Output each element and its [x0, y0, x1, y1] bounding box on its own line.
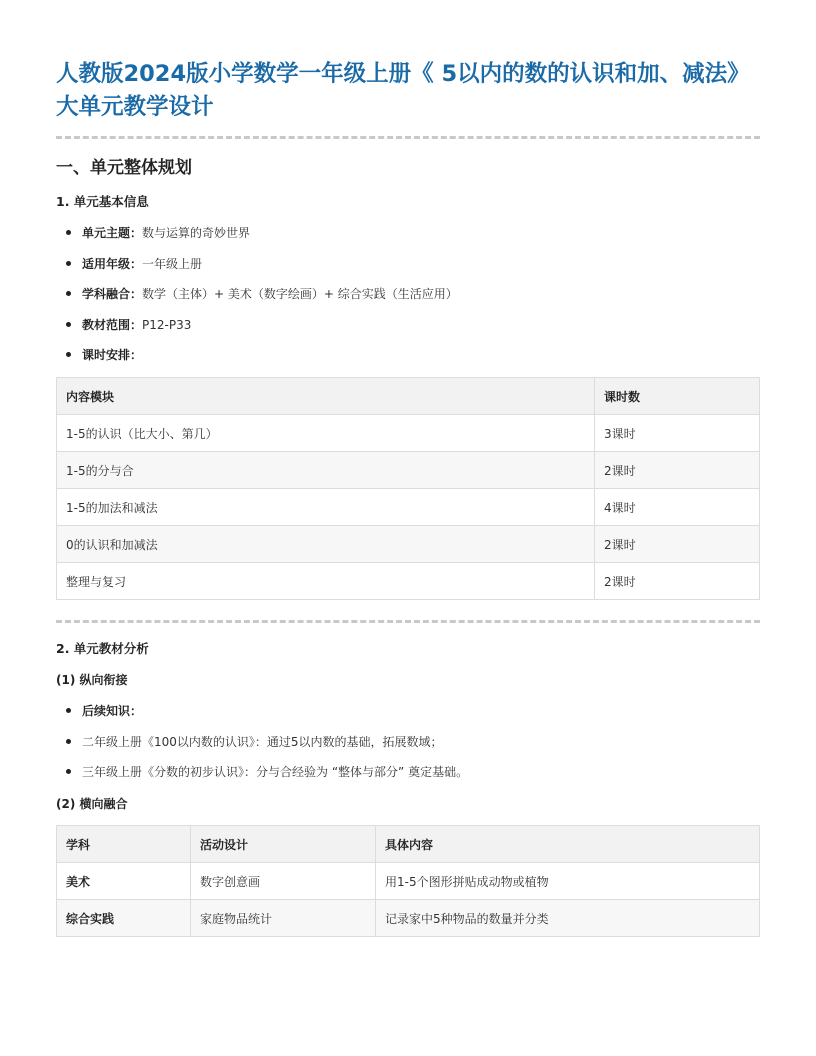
- table-cell: 1-5的分与合: [57, 452, 595, 489]
- table-cell: 0的认识和加减法: [57, 526, 595, 563]
- table-row: [57, 900, 760, 937]
- table-header-row: [57, 826, 760, 863]
- item-value: 数与运算的奇妙世界: [142, 226, 251, 240]
- table-row: [57, 415, 760, 452]
- table-cell: 3课时: [595, 415, 760, 452]
- table-row: [57, 526, 760, 563]
- list-item: [56, 316, 760, 347]
- table-cell: 家庭物品统计: [191, 900, 376, 937]
- horizontal-integration-heading: (2) 横向融合: [56, 797, 128, 811]
- list-item: [56, 255, 760, 286]
- table-header-row: [57, 378, 760, 415]
- bullet-dot-icon: [66, 769, 71, 774]
- table-row: [57, 563, 760, 600]
- table-header-cell: 具体内容: [376, 826, 760, 863]
- bullet-dot-icon: [66, 322, 71, 327]
- table-row: [57, 863, 760, 900]
- bullet-dot-icon: [66, 708, 71, 713]
- vertical-link-heading: (1) 纵向衔接: [56, 673, 128, 687]
- table-cell: 2课时: [595, 526, 760, 563]
- item-value: 二年级上册《100以内数的认识》：通过5以内数的基础，拓展数域；: [82, 734, 443, 749]
- table-header-cell: 学科: [57, 826, 191, 863]
- item-value: 一年级上册: [142, 256, 203, 271]
- table-cell: 用1-5个图形拼贴成动物或植物: [376, 863, 760, 900]
- basic-info-heading: 1. 单元基本信息: [56, 194, 149, 209]
- section-divider: [56, 620, 760, 623]
- material-analysis-heading: 2. 单元教材分析: [56, 641, 149, 656]
- bullet-dot-icon: [66, 739, 71, 744]
- table-cell: 1-5的认识（比大小、第几）: [57, 415, 595, 452]
- item-label: 单元主题：: [82, 226, 143, 240]
- item-label: 学科融合：: [82, 287, 143, 301]
- table-row: [57, 489, 760, 526]
- item-label: 后续知识：: [82, 704, 143, 718]
- schedule-table: [56, 377, 760, 600]
- item-value: P12-P33: [142, 317, 192, 332]
- item-value: 三年级上册《分数的初步认识》：分与合经验为 “整体与部分” 奠定基础。: [82, 765, 469, 779]
- list-item: [56, 733, 760, 764]
- list-item: [56, 763, 760, 794]
- title-divider: [56, 136, 760, 139]
- table-row: [57, 452, 760, 489]
- bullet-dot-icon: [66, 230, 71, 235]
- list-item: [56, 285, 760, 316]
- table-cell: 2课时: [595, 452, 760, 489]
- table-cell: 美术: [57, 863, 191, 900]
- section-1-heading: 一、单元整体规划: [56, 158, 192, 178]
- table-cell: 记录家中5种物品的数量并分类: [376, 900, 760, 937]
- table-header-cell: 课时数: [595, 378, 760, 415]
- document-title: 人教版2024版小学数学一年级上册《 5以内的数的认识和加、减法》大单元教学设计: [56, 61, 750, 120]
- item-value: 数学（主体）+ 美术（数字绘画）+ 综合实践（生活应用）: [142, 287, 458, 301]
- vertical-link-list: [56, 702, 760, 794]
- table-cell: 4课时: [595, 489, 760, 526]
- basic-info-list: [56, 224, 760, 377]
- list-item: [56, 702, 760, 733]
- table-cell: 综合实践: [57, 900, 191, 937]
- list-item: [56, 224, 760, 255]
- table-cell: 数字创意画: [191, 863, 376, 900]
- item-label: 教材范围：: [82, 317, 143, 332]
- table-cell: 1-5的加法和减法: [57, 489, 595, 526]
- table-cell: 整理与复习: [57, 563, 595, 600]
- bullet-dot-icon: [66, 291, 71, 296]
- item-label: 课时安排：: [82, 348, 143, 362]
- integration-table: [56, 825, 760, 937]
- table-cell: 2课时: [595, 563, 760, 600]
- table-header-cell: 活动设计: [191, 826, 376, 863]
- bullet-dot-icon: [66, 352, 71, 357]
- table-header-cell: 内容模块: [57, 378, 595, 415]
- list-item: [56, 346, 760, 377]
- bullet-dot-icon: [66, 261, 71, 266]
- item-label: 适用年级：: [82, 256, 143, 271]
